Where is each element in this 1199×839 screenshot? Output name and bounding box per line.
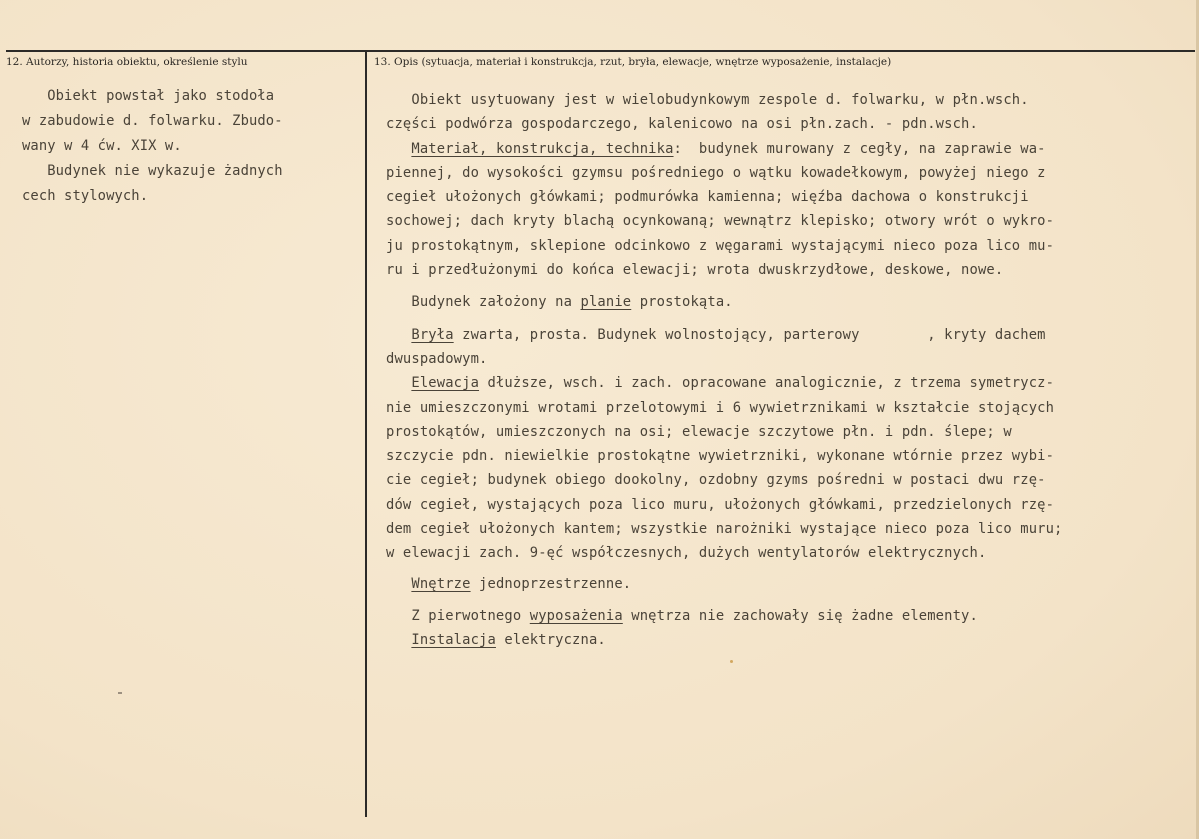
plan-text-before: Budynek założony na [386,294,581,311]
plan-term: planie [580,294,632,311]
wyposazenie-term: wyposażenia [529,607,623,624]
text-line: Obiekt powstał jako stodoła [22,88,275,104]
material-term: Materiał, konstrukcja, technika [411,140,674,157]
wyposazenie-text-after: wnętrza nie zachowały się żadne elementy. [622,607,978,624]
elewacja-text: dłuższe, wsch. i zach. opracowane analogicznie, z trzema symetrycz- [479,375,1055,392]
paper-speck [730,660,733,663]
elewacja-term: Elewacja [411,375,480,392]
text-line: cie cegieł; budynek obiego dookolny, ozdobny gzyms pośredni w postaci dwu rzę- [386,472,1046,489]
header-rule [6,50,1195,52]
text-line: prostokątów, umieszczonych na osi; elewacje szczytowe płn. i pdn. ślepe; w [386,423,1012,440]
section-13-body [386,88,1194,653]
section-13-header: 13. Opis (sytuacja, materiał i konstrukcja, rzut, bryła, elewacje, wnętrze wyposażenie, instalacje) [374,56,892,68]
wyposazenie-text-before: Z pierwotnego [386,607,530,624]
text-line: wany w 4 ćw. XIX w. [22,138,182,154]
section-12-body [22,84,352,209]
text-line: Budynek nie wykazuje żadnych [22,163,283,179]
text-line: cegieł ułożonych główkami; podmurówka kamienna; więźba dachowa o konstrukcji [386,189,1029,206]
text-line: dwuspadowym. [386,350,488,367]
wnetrze-text: jednoprzestrzenne. [470,575,632,592]
instalacja-text: elektryczna. [495,632,606,649]
text-line: Obiekt usytuowany jest w wielobudynkowym zespole d. folwarku, w płn.wsch. [386,92,1029,108]
paper-speck [118,692,122,694]
text-line: w zabudowie d. folwarku. Zbudo- [22,113,283,129]
text-line: piennej, do wysokości gzymsu pośredniego o wątku kowadełkowym, powyżej niego z [386,164,1046,181]
text-line: ru i przedłużonymi do końca elewacji; wrota dwuskrzydłowe, deskowe, nowe. [386,262,1004,279]
text-line: sochowej; dach kryty blachą ocynkowaną; wewnątrz klepisko; otwory wrót o wykro- [386,213,1055,230]
bryla-paragraph-first [386,323,1194,347]
wnetrze-paragraph [386,572,1194,596]
text-line: szczycie pdn. niewielkie prostokątne wywietrzniki, wykonane wtórnie przez wybi- [386,448,1055,465]
text-line: ju prostokątnym, sklepione odcinkowo z węgarami wystającymi nieco poza lico mu- [386,237,1055,254]
material-paragraph-first [386,137,1194,161]
column-divider [365,51,367,817]
wnetrze-term: Wnętrze [411,575,471,592]
text-line: części podwórza gospodarczego, kalenicowo na osi płn.zach. - pdn.wsch. [386,116,978,133]
section-12-header: 12. Autorzy, historia obiektu, określenie stylu [6,56,248,68]
text-line: nie umieszczonymi wrotami przelotowymi i 6 wywietrznikami w kształcie stojących [386,399,1055,416]
plan-text-after: prostokąta. [631,294,733,311]
text-line: cech stylowych. [22,188,149,204]
text-line: dów cegieł, wystających poza lico muru, ułożonych główkami, przedzielonych rzę- [386,496,1055,513]
bryla-term: Bryła [411,326,454,343]
material-text: : budynek murowany z cegły, na zaprawie wa- [673,140,1046,157]
bryla-text: zwarta, prosta. Budynek wolnostojący, parterowy , kryty dachem [453,326,1046,343]
text-line: w elewacji zach. 9-ęć współczesnych, dużych wentylatorów elektrycznych. [386,545,987,562]
instalacja-paragraph [386,628,1194,652]
wyposazenie-paragraph [386,604,1194,628]
elewacja-paragraph-first [386,371,1194,395]
text-line: dem cegieł ułożonych kantem; wszystkie narożniki wystające nieco poza lico muru; [386,521,1063,538]
plan-paragraph [386,290,1194,314]
instalacja-term: Instalacja [411,632,496,649]
